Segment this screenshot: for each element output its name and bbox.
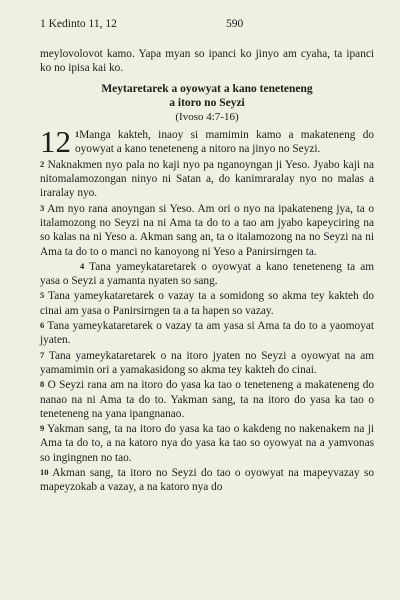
verse-paragraph-1	[40, 124, 374, 160]
section-heading-line-2: a itoro no Seyzi	[169, 96, 245, 109]
verse-paragraph-10	[40, 465, 374, 495]
verse-paragraph-8	[40, 377, 374, 421]
verse-text: Am nyo rana anoyngan si Yeso. Am ori o nyo na ipakateneng jya, ta o italamozong no Seyzi na ni Ama ta do to a tao am jyabo kapeyciring na so kalas na ni Yeso a. Akman sang an, ta o italamozong na no Seyzi na ni Ama ta do to o manci no kanoyong ni Yeso a Panirsirngen ta.	[40, 202, 374, 258]
verse-number: 7	[40, 349, 45, 360]
verse-text: O Seyzi rana am na itoro do yasa ka tao o teneteneng a makateneng do nanao na ni Ama ta do to. Yakman sang, ta na itoro do yasa ka tao o teneteneng na yana ipangnanao.	[40, 379, 374, 420]
page-body	[40, 47, 374, 495]
verse-paragraph-6	[40, 318, 374, 348]
verse-paragraph-3	[40, 201, 374, 259]
verse-paragraph-7	[40, 348, 374, 378]
verse-paragraph-2	[40, 157, 374, 201]
verse-number: 9	[40, 423, 45, 434]
page-header	[40, 18, 374, 34]
verse-text: Naknakmen nyo pala no kaji nyo pa nganoyngan ji Yeso. Jyabo kaji na nitomalamozongan ninyo ni Satan a, do kanimraralay nyo no malas a iraralay nyo.	[40, 158, 374, 200]
verse-number: 3	[40, 202, 45, 213]
verse-paragraph-9	[40, 421, 374, 465]
verse-number: 1	[75, 129, 80, 140]
section-heading-line-1: Meytaretarek a oyowyat a kano teneteneng	[101, 82, 313, 95]
verse-text: Akman sang, ta itoro no Seyzi do tao o oyowyat na mapeyvazay so mapeyzokab a vazay, a na katoro nya do	[40, 467, 374, 494]
verse-number: 2	[40, 158, 45, 169]
page-number: 590	[226, 18, 244, 30]
chapter-number: 12	[40, 124, 71, 160]
verse-number: 4	[80, 260, 85, 271]
verse-text: Tana yameykataretarek o oyowyat a kano teneteneng ta am yasa o Seyzi a yamanta nyaten so sang.	[40, 260, 374, 288]
intro-paragraph: meylovolovot kamo. Yapa myan so ipanci ko jinyo am cyaha, ta ipanci ko no ipisa kai ko.	[40, 48, 374, 75]
verse-number: 5	[40, 290, 45, 301]
verse-text: Manga kakteh, inaoy si mamimin kamo a makateneng do oyowyat a kano teneteneng a nitoro na jinyo no Seyzi.	[75, 129, 374, 156]
verse-text: Tana yameykataretarek o na itoro jyaten no Seyzi a oyowyat na am yamamimin ori a yamakasidong so akma tey kakteh do cinai.	[40, 349, 374, 376]
running-reference: 1 Kedinto 11, 12	[40, 18, 117, 30]
cross-reference: (Ivoso 4:7-16)	[175, 111, 239, 124]
verse-text: Yakman sang, ta na itoro do yasa ka tao o kakdeng no nakenakem na ji Ama ta do to, a na katoro nya do yasa ka tao so oyowyat na a yamvonas so ingingnen no tao.	[40, 423, 375, 464]
section-heading	[40, 82, 374, 111]
verse-text: Tana yameykataretarek o vazay ta am yasa si Ama ta do to a yaomoyat jyaten.	[40, 320, 374, 347]
verse-number: 10	[40, 467, 49, 478]
verse-text: Tana yameykataretarek o vazay ta a somidong so akma tey kakteh do cinai am yasa o Panirsirngen ta a ta hapen so vazay.	[40, 290, 375, 317]
verse-paragraph-5	[40, 288, 374, 318]
verse-paragraph-4	[40, 259, 374, 289]
verse-number: 8	[40, 379, 45, 390]
verse-number: 6	[40, 320, 45, 331]
